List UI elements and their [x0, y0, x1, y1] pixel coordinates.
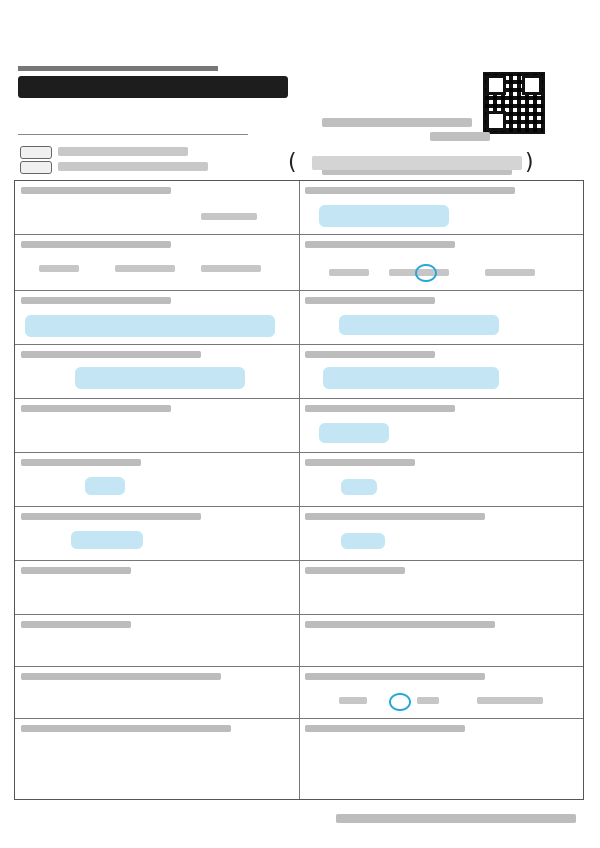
- q5-handwritten-answer: [25, 315, 275, 337]
- q6-handwritten-answer: [339, 315, 499, 335]
- q7-cell: [15, 345, 299, 398]
- q7-question: [21, 351, 201, 358]
- q20-choice-depends: [477, 697, 543, 704]
- q7-handwritten-answer: [75, 367, 245, 389]
- address-line: [322, 118, 472, 127]
- q4-question: [305, 241, 455, 248]
- q2-question: [305, 187, 515, 194]
- q5-question: [21, 297, 171, 304]
- q20-question: [305, 673, 485, 680]
- q18-question: [305, 621, 495, 628]
- column-divider: [299, 667, 300, 718]
- qa-row-10: [15, 667, 583, 719]
- q3-choice-first-time: [39, 265, 79, 272]
- q19-question: [21, 673, 221, 680]
- title-subtext-stripe: [18, 66, 218, 71]
- column-divider: [299, 453, 300, 506]
- q1-question: [21, 187, 171, 194]
- computer-icon: [20, 146, 52, 159]
- qa-row-11: [15, 719, 583, 799]
- q16-question: [305, 567, 405, 574]
- q3-question: [21, 241, 171, 248]
- qa-row-4: [15, 345, 583, 399]
- qr-finder-bl: [486, 111, 506, 131]
- q13-cell: [15, 507, 299, 560]
- q20-choice-no: [417, 697, 439, 704]
- qr-finder-tr: [522, 75, 542, 95]
- qa-grid: [14, 180, 584, 800]
- column-divider: [299, 399, 300, 452]
- mobile-url-link[interactable]: [58, 162, 208, 171]
- thank-you-footer: [336, 814, 576, 823]
- q11-question: [21, 459, 141, 466]
- q11-cell: [15, 453, 299, 506]
- q12-question: [305, 459, 415, 466]
- shop-name-field: [312, 156, 522, 170]
- qa-row-5: [15, 399, 583, 453]
- q8-cell: [299, 345, 583, 398]
- q10-cell: [299, 399, 583, 452]
- q20-cell: [299, 667, 583, 718]
- q21-cell: [15, 719, 299, 799]
- qa-row-7: [15, 507, 583, 561]
- q12-cell: [299, 453, 583, 506]
- shop-name-bracket-close: ): [525, 150, 534, 175]
- shop-name-bracket-open: (: [288, 150, 297, 175]
- q6-question: [305, 297, 435, 304]
- questionnaire-title-banner: [18, 76, 288, 98]
- q21-question: [21, 725, 231, 732]
- q4-choice-undecided: [485, 269, 535, 276]
- qa-row-3: [15, 291, 583, 345]
- q15-question: [21, 567, 131, 574]
- qa-row-8: [15, 561, 583, 615]
- q10-question: [305, 405, 455, 412]
- column-divider: [299, 561, 300, 614]
- q17-cell: [15, 615, 299, 666]
- column-divider: [299, 235, 300, 290]
- q1-age-suffix: [201, 213, 257, 220]
- q4-choice-weekly: [329, 269, 369, 276]
- column-divider: [299, 507, 300, 560]
- q3-cell: [15, 235, 299, 290]
- column-divider: [299, 291, 300, 344]
- q14-handwritten-answer: [341, 533, 385, 549]
- q13-question: [21, 513, 201, 520]
- qa-row-6: [15, 453, 583, 507]
- column-divider: [299, 181, 300, 234]
- q5-cell: [15, 291, 299, 344]
- q14-question: [305, 513, 485, 520]
- mobile-phone-icon: [20, 161, 52, 174]
- guide-name-rule: [18, 134, 248, 135]
- qa-row-1: [15, 181, 583, 235]
- q1-cell: [15, 181, 299, 234]
- q11-handwritten-answer: [85, 477, 125, 495]
- building-line: [430, 132, 490, 141]
- q2-cell: [299, 181, 583, 234]
- q19-cell: [15, 667, 299, 718]
- q3-choice-visit-count: [115, 265, 175, 272]
- q22-cell: [299, 719, 583, 799]
- pc-url-link[interactable]: [58, 147, 188, 156]
- column-divider: [299, 719, 300, 799]
- q6-cell: [299, 291, 583, 344]
- q8-handwritten-answer: [323, 367, 499, 389]
- q17-question: [21, 621, 131, 628]
- qr-finder-tl: [486, 75, 506, 95]
- column-divider: [299, 345, 300, 398]
- qa-row-2: [15, 235, 583, 291]
- q10-handwritten-answer: [319, 423, 389, 443]
- q13-handwritten-answer: [71, 531, 143, 549]
- q9-question: [21, 405, 171, 412]
- q3-choice-not-counting: [201, 265, 261, 272]
- q18-cell: [299, 615, 583, 666]
- q9-cell: [15, 399, 299, 452]
- qa-row-9: [15, 615, 583, 667]
- q4-cell: [299, 235, 583, 290]
- q16-cell: [299, 561, 583, 614]
- q20-choice-yes: [339, 697, 367, 704]
- qr-code-icon: [483, 72, 545, 134]
- q14-cell: [299, 507, 583, 560]
- q20-circled-choice-mark: [389, 693, 411, 711]
- q15-cell: [15, 561, 299, 614]
- q4-circled-choice-mark: [415, 264, 437, 282]
- q8-question: [305, 351, 435, 358]
- column-divider: [299, 615, 300, 666]
- q12-handwritten-answer: [341, 479, 377, 495]
- q2-handwritten-answer: [319, 205, 449, 227]
- q22-question: [305, 725, 465, 732]
